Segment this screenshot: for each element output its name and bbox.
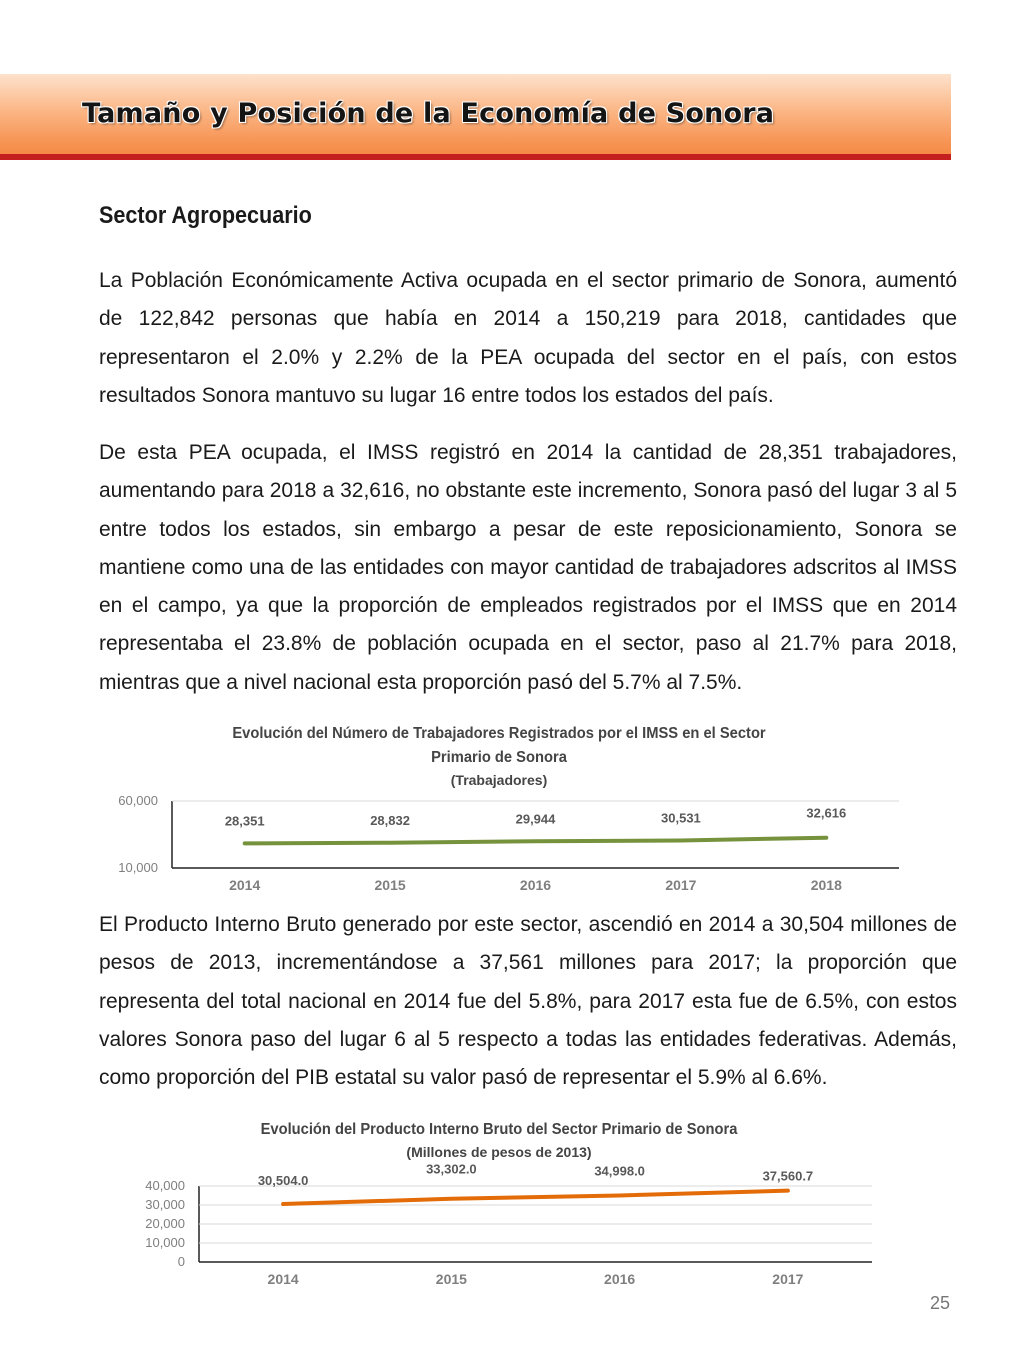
paragraph-pea: La Población Económicamente Activa ocupada en el sector primario de Sonora, aumentó de 122,842 personas que había en 2014 a 150,219 para 2018, cantidades que representaron el 2.0% y 2.2% de la PEA ocupada del sector en el país, con estos resultados Sonora mantuvo su lugar 16 entre todos los estados del país. <box>99 269 957 407</box>
imss-workers-chart <box>99 718 899 903</box>
paragraph-pib: El Producto Interno Bruto generado por este sector, ascendió en 2014 a 30,504 millones de pesos de 2013, incrementándose a 37,561 millones para 2017; la proporción que representa del total nacional en 2014 fue del 5.8%, para 2017 esta fue de 6.5%, con estos valores Sonora paso del lugar 6 al 5 respecto a todas las entidades federativas. Además, como proporción del PIB estatal su valor pasó de representar el 5.9% al 6.6%. <box>99 913 957 1090</box>
data-label: 32,616 <box>806 805 847 821</box>
y-tick-label: 10,000 <box>145 1235 185 1250</box>
data-point <box>618 1194 621 1197</box>
data-label: 30,504.0 <box>257 1173 309 1189</box>
x-tick-label: 2017 <box>772 1271 804 1287</box>
y-tick-label: 30,000 <box>145 1197 185 1212</box>
data-label: 30,531 <box>661 810 701 826</box>
header-banner <box>0 74 951 160</box>
page-number: 25 <box>930 1293 951 1313</box>
data-point <box>243 842 246 845</box>
data-label: 37,560.7 <box>762 1168 814 1184</box>
y-tick-label: 0 <box>177 1254 185 1269</box>
y-tick-label: 40,000 <box>145 1178 185 1193</box>
x-tick-label: 2016 <box>519 877 552 893</box>
x-tick-label: 2015 <box>435 1271 467 1287</box>
x-tick-label: 2018 <box>810 877 842 893</box>
data-point <box>450 1197 453 1200</box>
data-point <box>282 1203 285 1206</box>
chart-plot <box>99 718 899 903</box>
y-tick-label: 10,000 <box>118 860 158 875</box>
x-tick-label: 2015 <box>374 877 406 893</box>
data-label: 29,944 <box>515 811 556 827</box>
y-tick-label: 20,000 <box>145 1216 185 1231</box>
chart-title: Evolución del Número de Trabajadores Registrados por el IMSS en el Sector Primario de Sonora <box>232 725 766 766</box>
data-label: 28,351 <box>224 813 265 829</box>
x-tick-label: 2017 <box>665 877 697 893</box>
data-point <box>679 839 682 842</box>
data-label: 34,998.0 <box>594 1163 645 1179</box>
paragraph-imss: De esta PEA ocupada, el IMSS registró en 2014 la cantidad de 28,351 trabajadores, aumentando para 2018 a 32,616, no obstante este incremento, Sonora pasó del lugar 3 al 5 entre todos los estados, sin embargo a pesar de este reposicionamiento, Sonora se mantiene como una de las entidades con mayor cantidad de trabajadores adscritos al IMSS en el campo, ya que la proporción de empleados registrados por el IMSS que en 2014 representaba el 23.8% de población ocupada en el sector, paso al 21.7% para 2018, mientras que a nivel nacional esta proporción pasó del 5.7% al 7.5%. <box>99 441 957 694</box>
section-title: Sector Agropecuario <box>99 202 312 229</box>
chart-subtitle: (Millones de pesos de 2013) <box>406 1144 592 1160</box>
pib-chart <box>99 1118 899 1298</box>
data-label: 33,302.0 <box>426 1161 477 1177</box>
data-point <box>389 841 392 844</box>
x-tick-label: 2014 <box>267 1271 299 1287</box>
data-point <box>825 836 828 839</box>
chart-subtitle: (Trabajadores) <box>450 772 548 788</box>
data-point <box>534 840 537 843</box>
data-label: 28,832 <box>370 812 410 828</box>
chart-plot <box>99 1118 899 1298</box>
x-tick-label: 2014 <box>229 877 261 893</box>
x-tick-label: 2016 <box>604 1271 636 1287</box>
chart-title: Evolución del Producto Interno Bruto del Sector Primario de Sonora <box>260 1121 738 1138</box>
series-line <box>283 1191 788 1204</box>
y-tick-label: 60,000 <box>118 793 158 808</box>
data-point <box>786 1189 789 1192</box>
page-title: Tamaño y Posición de la Economía de Sonora <box>82 98 775 129</box>
